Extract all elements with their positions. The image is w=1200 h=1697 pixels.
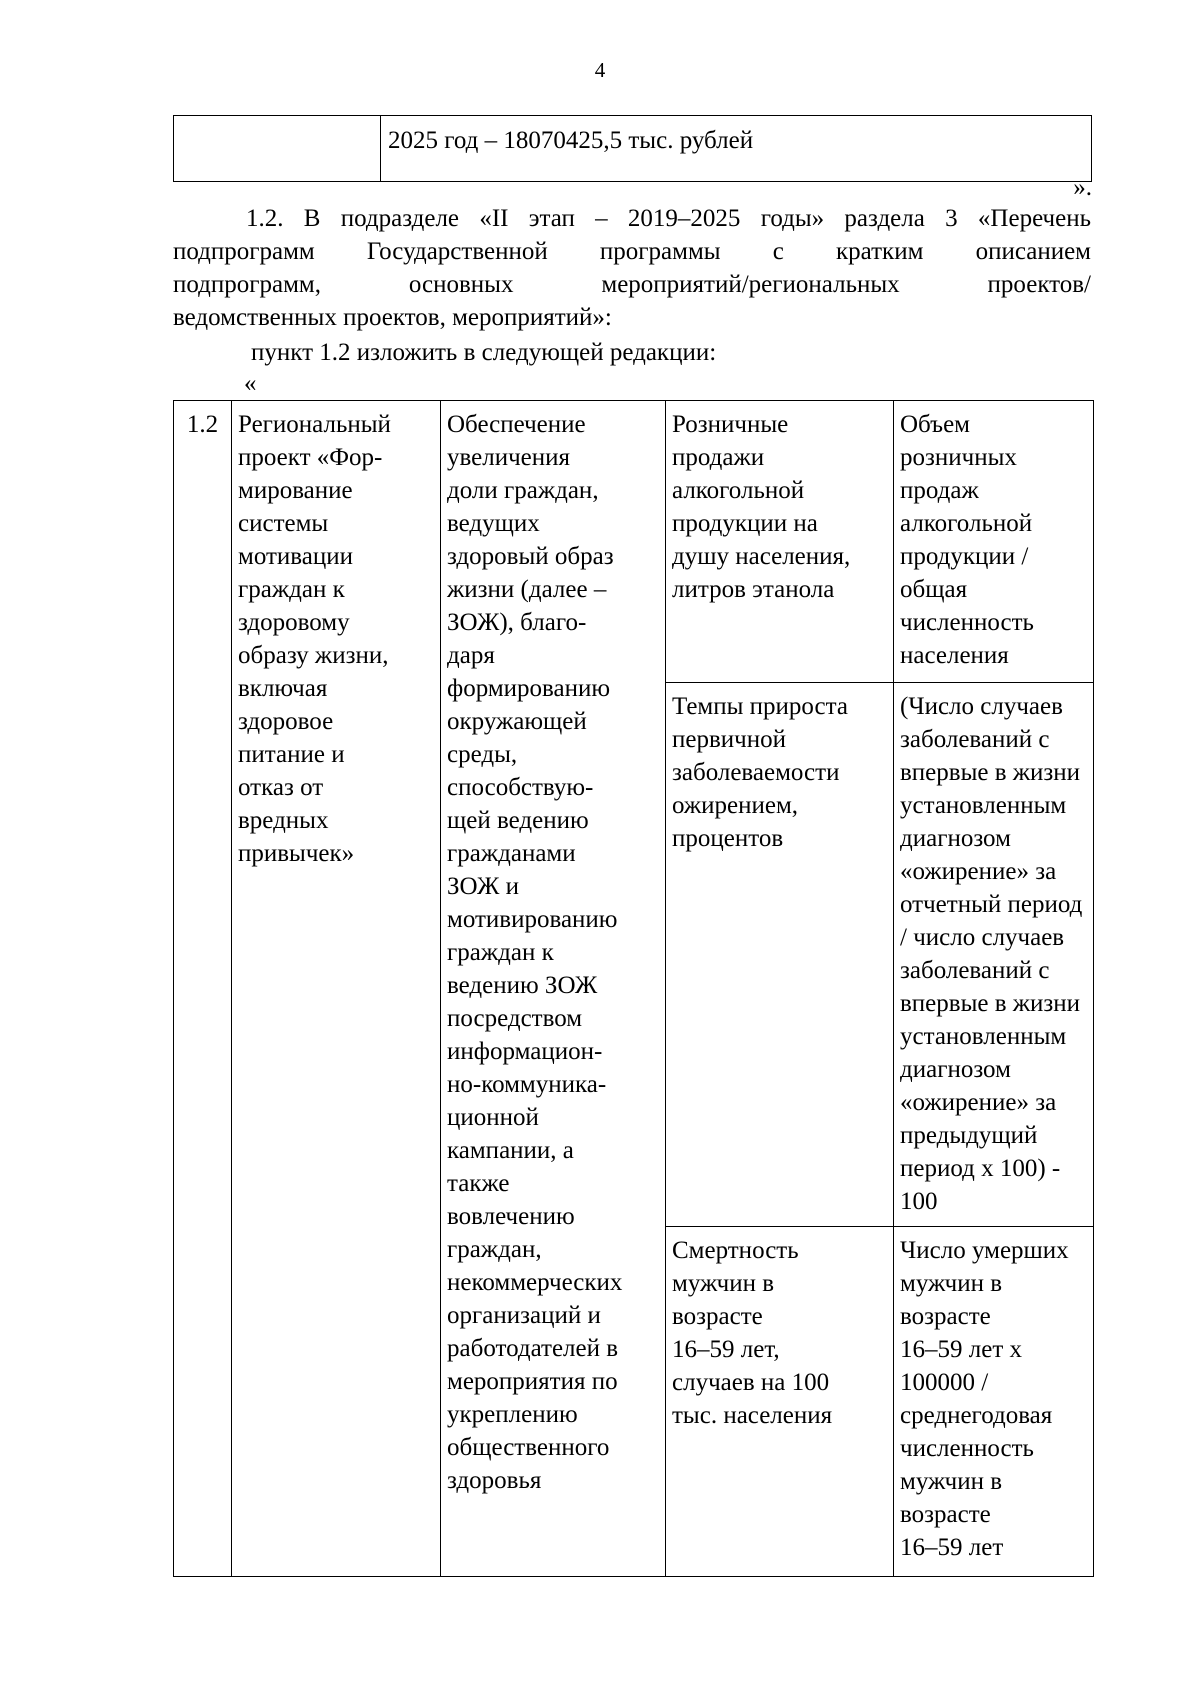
cell-text-line: установленным (900, 792, 1067, 819)
cell-text-line: продаж (900, 477, 979, 504)
cell-text-line: граждан к (238, 576, 345, 603)
paragraph-line: подпрограмм Государственной программы с кратким описанием (173, 238, 1091, 265)
closing-quote: ». (1073, 174, 1092, 201)
cell-text-line: ведущих (447, 510, 540, 537)
cell-text-line: розничных (900, 444, 1017, 471)
cell-text-line: «ожирение» за (900, 1089, 1057, 1116)
page-number: 4 (594, 58, 606, 82)
indicator-formula-cell (894, 683, 1094, 1227)
cell-text-line: способствую- (447, 774, 594, 801)
cell-text-line: некоммерческих (447, 1269, 623, 1296)
funding-value-cell: 2025 год – 18070425,5 тыс. рублей (381, 116, 1092, 182)
cell-text-line: ционной (447, 1104, 539, 1131)
indicator-name-cell (666, 401, 894, 683)
cell-text-line: отказ от (238, 774, 324, 801)
cell-text-line: ЗОЖ), благо- (447, 609, 587, 636)
cell-text-line: работодателей в (447, 1335, 619, 1362)
cell-text-line: тыс. населения (672, 1402, 833, 1429)
cell-text-line: общая (900, 576, 968, 603)
cell-text-line: но-коммуника- (447, 1071, 607, 1098)
project-table (173, 400, 1094, 1577)
cell-text-line: гражданами (447, 840, 576, 867)
indicator-formula-cell (894, 1227, 1094, 1577)
cell-text-line: численность (900, 609, 1034, 636)
cell-text-line: образу жизни, (238, 642, 389, 669)
table-row (174, 401, 1094, 683)
cell-text-line: 16–59 лет (900, 1534, 1004, 1561)
cell-text-line: впервые в жизни (900, 759, 1081, 786)
cell-text-line: Розничные (672, 411, 789, 438)
cell-text-line: диагнозом (900, 1056, 1011, 1083)
cell-text-line: мотивированию (447, 906, 618, 933)
cell-text-line: возрасте (900, 1501, 991, 1528)
cell-text-line: отчетный период (900, 891, 1083, 918)
cell-text-line: Региональный (238, 411, 391, 438)
cell-text-line: даря (447, 642, 495, 669)
cell-text-line: Обеспечение (447, 411, 586, 438)
cell-text-line: установленным (900, 1023, 1067, 1050)
cell-text-line: кампании, а (447, 1137, 574, 1164)
cell-text-line: граждан, (447, 1236, 542, 1263)
cell-text-line: предыдущий (900, 1122, 1038, 1149)
cell-text-line: среднегодовая (900, 1402, 1053, 1429)
cell-text-line: системы (238, 510, 329, 537)
indicator-name-cell (666, 683, 894, 1227)
cell-text-line: формированию (447, 675, 611, 702)
cell-text-line: доли граждан, (447, 477, 599, 504)
cell-text-line: процентов (672, 825, 784, 852)
cell-text-line: «ожирение» за (900, 858, 1057, 885)
cell-text-line: (Число случаев (900, 693, 1063, 720)
funding-row (174, 116, 1092, 182)
cell-text-line: здоровому (238, 609, 350, 636)
cell-text-line: продукции на (672, 510, 818, 537)
open-quote: « (244, 370, 257, 397)
cell-text-line: продукции / (900, 543, 1029, 570)
cell-text-line: мероприятия по (447, 1368, 618, 1395)
cell-text-line: душу населения, (672, 543, 851, 570)
funding-table (173, 115, 1092, 182)
cell-text-line: численность (900, 1435, 1034, 1462)
indicator-name-cell (666, 1227, 894, 1577)
project-goal-cell (441, 401, 666, 1577)
cell-text-line: питание и (238, 741, 345, 768)
item-number-cell: 1.2 (174, 401, 232, 1577)
indicator-formula-cell (894, 401, 1094, 683)
cell-text-line: ЗОЖ и (447, 873, 519, 900)
cell-text-line: информацион- (447, 1038, 603, 1065)
funding-label-cell (174, 116, 381, 182)
paragraph-line: подпрограмм, основных мероприятий/региональных проектов/ (173, 271, 1091, 298)
cell-text-line: 100000 / (900, 1369, 989, 1396)
cell-text-line: Объем (900, 411, 970, 438)
cell-text-line: заболеваний с (900, 957, 1050, 984)
cell-text-line: Число умерших (900, 1237, 1069, 1264)
project-name-cell (232, 401, 441, 1577)
cell-text-line: укреплению (447, 1401, 578, 1428)
cell-text-line: увеличения (447, 444, 571, 471)
cell-text-line: литров этанола (672, 576, 835, 603)
cell-text-line: впервые в жизни (900, 990, 1081, 1017)
cell-text-line: возрасте (672, 1303, 763, 1330)
paragraph-line: 1.2. В подразделе «II этап – 2019–2025 годы» раздела 3 «Перечень (246, 205, 1091, 232)
cell-text-line: диагнозом (900, 825, 1011, 852)
cell-text-line: также (447, 1170, 510, 1197)
cell-text-line: мужчин в (900, 1270, 1003, 1297)
cell-text-line: мотивации (238, 543, 354, 570)
cell-text-line: окружающей (447, 708, 587, 735)
instruction-text: пункт 1.2 изложить в следующей редакции: (251, 339, 717, 366)
cell-text-line: щей ведению (447, 807, 589, 834)
cell-text-line: Смертность (672, 1237, 799, 1264)
cell-text-line: среды, (447, 741, 518, 768)
cell-text-line: общественного (447, 1434, 610, 1461)
cell-text-line: вредных (238, 807, 329, 834)
cell-text-line: организаций и (447, 1302, 601, 1329)
cell-text-line: мужчин в (672, 1270, 775, 1297)
cell-text-line: / число случаев (900, 924, 1065, 951)
cell-text-line: Темпы прироста (672, 693, 848, 720)
cell-text-line: привычек» (238, 840, 355, 867)
cell-text-line: жизни (далее – (447, 576, 607, 603)
cell-text-line: первичной (672, 726, 786, 753)
cell-text-line: мирование (238, 477, 353, 504)
cell-text-line: мужчин в (900, 1468, 1003, 1495)
cell-text-line: ведению ЗОЖ (447, 972, 598, 999)
cell-text-line: алкогольной (900, 510, 1033, 537)
cell-text-line: случаев на 100 (672, 1369, 830, 1396)
cell-text-line: заболеваемости (672, 759, 840, 786)
cell-text-line: вовлечению (447, 1203, 575, 1230)
cell-text-line: здоровое (238, 708, 334, 735)
cell-text-line: 16–59 лет, (672, 1336, 780, 1363)
cell-text-line: 16–59 лет х (900, 1336, 1022, 1363)
cell-text-line: посредством (447, 1005, 583, 1032)
paragraph-line: ведомственных проектов, мероприятий»: (173, 304, 612, 331)
cell-text-line: возрасте (900, 1303, 991, 1330)
cell-text-line: алкогольной (672, 477, 805, 504)
cell-text-line: проект «Фор- (238, 444, 383, 471)
cell-text-line: продажи (672, 444, 765, 471)
cell-text-line: населения (900, 642, 1009, 669)
cell-text-line: ожирением, (672, 792, 799, 819)
cell-text-line: заболеваний с (900, 726, 1050, 753)
cell-text-line: период х 100) - (900, 1155, 1061, 1182)
cell-text-line: граждан к (447, 939, 554, 966)
cell-text-line: включая (238, 675, 328, 702)
cell-text-line: здоровый образ (447, 543, 614, 570)
cell-text-line: 100 (900, 1188, 938, 1215)
cell-text-line: здоровья (447, 1467, 542, 1494)
amendment-paragraph (173, 202, 1091, 334)
